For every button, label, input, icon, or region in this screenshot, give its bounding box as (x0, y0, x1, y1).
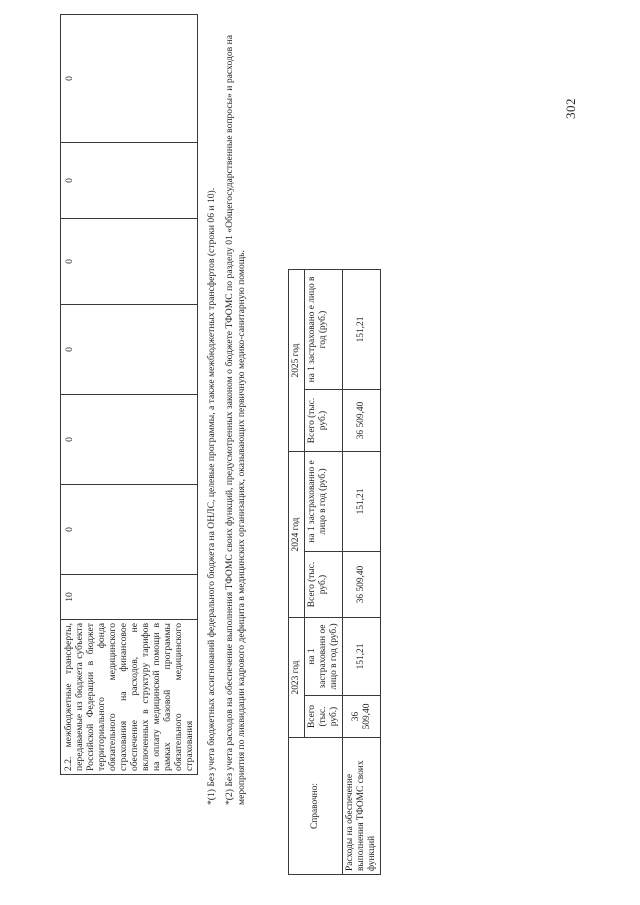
value-cell: 0 (61, 305, 198, 395)
row-label: 2.2. (63, 756, 74, 771)
value-cell: 0 (61, 219, 198, 305)
row-label: Расходы на обеспечение выполнения ТФОМС своих функций (343, 738, 381, 875)
row-description: межбюджетные трансферты, передаваемые из бюджета субъекта Российской Федерации в бюджет территориального фонда обязательного медицинского страхования на финансовое обеспечение расходов, не включенных в структуру тарифов на оплату медицинской помощи в рамках базовой программы обязательного медицинского страхования (63, 623, 195, 771)
value-cell: 151,21 (343, 618, 381, 696)
corner-label-cell: Справочно: (289, 738, 343, 875)
column-header-per-insured: на 1 застрахованн ое лицо в год (руб.) (305, 618, 343, 696)
column-header-total: Всего (тыс. руб.) (305, 696, 343, 738)
footnote-2: *(2) Без учета расходов на обеспечение выполнения ТФОМС своих функций, предусмотренных законом о бюджете ТФОМС по разделу 01 «Общегосударственные вопросы» и расходов на мероприятия по ликвидации кадрового дефицита в медицинских организациях, оказывающих первичную медико-санитарную помощь. (224, 35, 247, 805)
value-cell: 36 509,40 (343, 696, 381, 738)
reference-table (288, 269, 381, 875)
value-cell: 0 (61, 15, 198, 143)
table-row (343, 270, 381, 875)
column-header-per-insured: на 1 застрахованно е лицо в год (руб.) (305, 452, 343, 552)
value-cell: 36 509,40 (343, 552, 381, 618)
value-cell: 0 (61, 485, 198, 575)
year-header: 2023 год (289, 618, 305, 738)
year-header: 2024 год (289, 452, 305, 618)
column-header-per-insured: на 1 застраховано е лицо в год (руб.) (305, 270, 343, 390)
value-cell: 151,21 (343, 270, 381, 390)
row-description-cell (61, 620, 198, 775)
line-code-cell: 10 (61, 575, 198, 620)
value-cell: 0 (61, 395, 198, 485)
page-number: 302 (563, 98, 578, 119)
column-header-total: Всего (тыс. руб.) (305, 552, 343, 618)
budget-row-table (60, 14, 198, 775)
value-cell: 0 (61, 143, 198, 219)
value-cell: 151,21 (343, 452, 381, 552)
table-header-row (289, 270, 305, 875)
footnote-1: *(1) Без учета бюджетных ассигнований федерального бюджета на ОНЛС, целевые программы, а также межбюджетных трансфертов (строки 06 и 10). (206, 187, 217, 805)
table-row (61, 15, 198, 775)
year-header: 2025 год (289, 270, 305, 452)
value-cell: 36 509,40 (343, 390, 381, 452)
column-header-total: Всего (тыс. руб.) (305, 390, 343, 452)
